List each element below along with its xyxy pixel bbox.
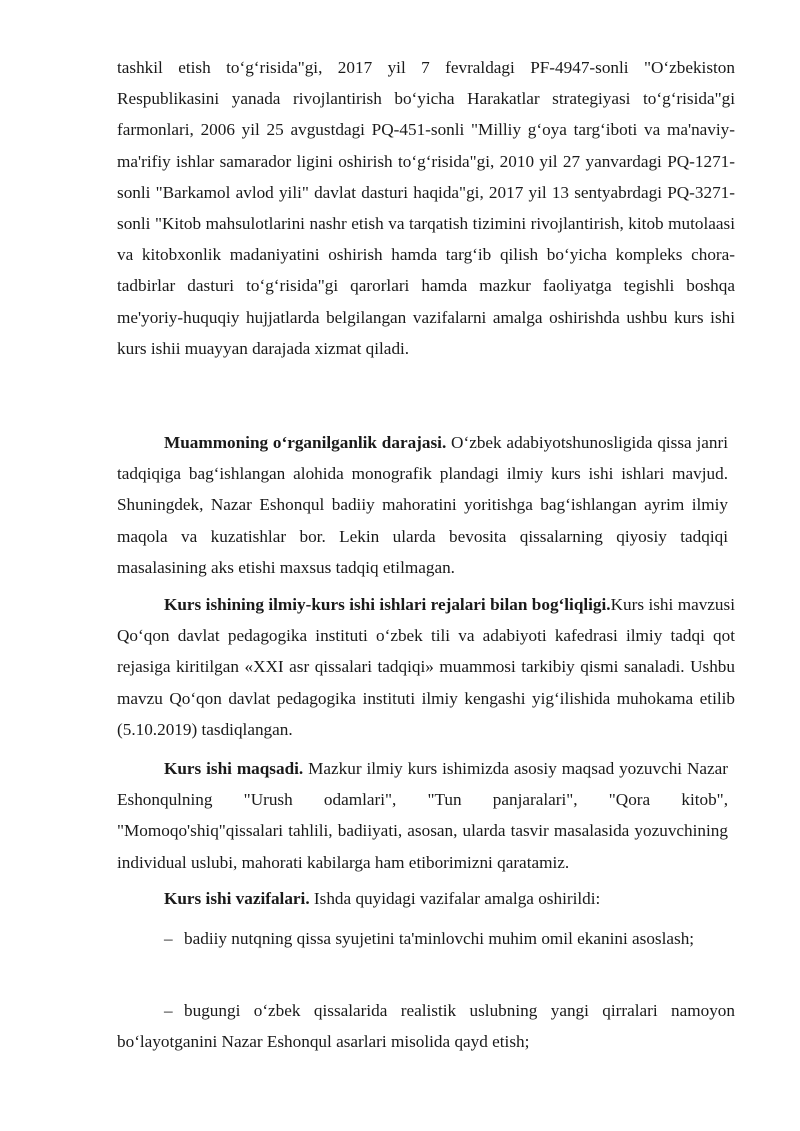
research-degree-heading: Muammoning o‘rganilganlik darajasi.: [164, 433, 447, 452]
research-plan-heading: Kurs ishining ilmiy-kurs ishi ishlari rejalari bilan bog‘liqligi.: [164, 595, 611, 614]
list-dash-marker: –: [164, 929, 173, 948]
tasks-intro-text: Ishda quyidagi vazifalar amalga oshirildi:: [309, 889, 601, 908]
goal-heading: Kurs ishi maqsadi.: [164, 759, 304, 778]
list-dash-marker: –: [164, 1001, 173, 1020]
paragraph-research-plan-link: [117, 589, 735, 745]
research-degree-text: O‘zbek adabiyotshunosligida qissa janri tadqiqiga bag‘ishlangan alohida monografik plandagi ilmiy kurs ishi ishlari mavjud. Shuningdek, Nazar Eshonqul badiiy mahoratini yoritishga bag‘ishlangan ayrim ilmiy maqola va kuzatishlar bor. Lekin ularda bevosita qissalarning qiyosiy tadqiqi masalasining aks etishi maxsus tadqiq etilmagan.: [117, 433, 728, 577]
goal-text: Mazkur ilmiy kurs ishimizda asosiy maqsad yozuvchi Nazar Eshonqulning "Urush odamlari", "Tun panjaralari", "Qora kitob", "Momoqo'shiq"qissalari tahlili, badiiyati, asosan, ularda tasvir masalasida yozuvchining individual uslubi, mahorati kabilarga ham etiborimizni qaratamiz.: [117, 759, 728, 872]
list-item-text: badiiy nutqning qissa syujetini ta'minlovchi muhim omil ekanini asoslash;: [184, 929, 695, 948]
list-item-text: bugungi o‘zbek qissalarida realistik uslubning yangi qirralari namoyon bo‘layotganini Nazar Eshonqul asarlari misolida qayd etish;: [117, 1001, 735, 1052]
list-item: [117, 923, 735, 954]
paragraph-tasks: [117, 883, 735, 914]
research-plan-text: Kurs ishi mavzusi Qo‘qon davlat pedagogika instituti o‘zbek tili va adabiyoti kafedrasi ilmiy tadqi qot rejasiga kiritilgan «XXI asr qissalari tadqiqi» muammosi tarkibiy qismi sanaladi. Ushbu mavzu Qo‘qon davlat pedagogika instituti ilmiy kengashi yig‘ilishida muhokama etilib (5.10.2019) tasdiqlangan.: [117, 595, 735, 739]
paragraph-goal: [117, 753, 728, 878]
list-item: [117, 995, 735, 1057]
paragraph-research-degree: [117, 427, 728, 583]
tasks-heading: Kurs ishi vazifalari.: [164, 889, 310, 908]
paragraph-legal-basis: tashkil etish to‘g‘risida"gi, 2017 yil 7 fevraldagi PF-4947-sonli "O‘zbekiston Respublikasini yanada rivojlantirish bo‘yicha Harakatlar strategiyasi to‘g‘risida"gi farmonlari, 2006 yil 25 avgustdagi PQ-451-sonli "Milliy g‘oya targ‘iboti va ma'naviy-ma'rifiy ishlar samarador ligini oshirish to‘g‘risida"gi, 2010 yil 27 yanvardagi PQ-1271-sonli "Barkamol avlod yili" davlat dasturi haqida"gi, 2017 yil 13 sentyabrdagi PQ-3271-sonli "Kitob mahsulotlarini nashr etish va tarqatish tizimini rivojlantirish, kitob mutolaasi va kitobxonlik madaniyatini oshirish hamda targ‘ib qilish bo‘yicha kompleks chora-tadbirlar dasturi to‘g‘risida"gi qarorlari hamda mazkur faoliyatga tegishli boshqa me'yoriy-huquqiy hujjatlarda belgilangan vazifalarni amalga oshirishda ushbu kurs ishi kurs ishii muayyan darajada xizmat qiladi.: [117, 58, 735, 358]
